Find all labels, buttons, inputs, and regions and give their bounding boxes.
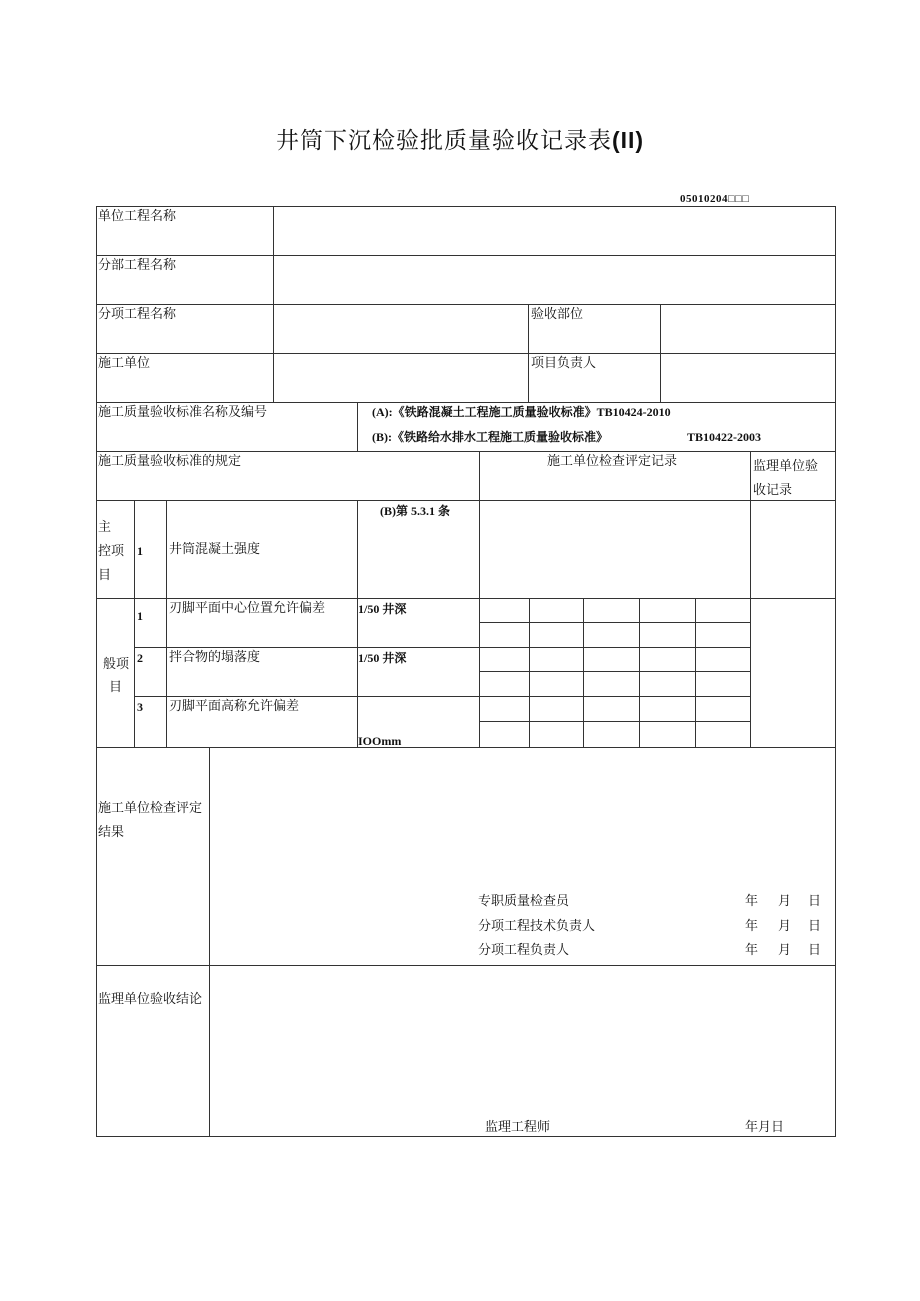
main-item-standard: (B)第 5.3.1 条 [380,504,450,518]
date-day-3: 日 [808,943,822,958]
date-year-2: 年 [745,919,759,934]
general-item-3-standard: IOOmm [358,734,402,748]
standard-label: 施工质量验收标准名称及编号 [98,405,268,420]
construction-unit-label: 施工单位 [98,356,151,371]
general-item-1-standard: 1/50 井深 [358,602,407,616]
signer-subitem-lead: 分项工程负责人 [478,943,570,958]
date-day-2: 日 [808,919,822,934]
main-item-name: 井筒混凝土强度 [169,542,261,557]
standard-b-code: TB10422-2003 [687,430,762,444]
supervision-engineer-label: 监理工程师 [485,1120,551,1135]
provisions-label: 施工质量验收标准的规定 [98,454,242,469]
date-month-1: 月 [778,894,792,909]
date-year-3: 年 [745,943,759,958]
subitem-project-label: 分项工程名称 [98,307,177,322]
project-manager-label: 项目负责人 [531,356,597,371]
date-year-1: 年 [745,894,759,909]
general-item-1-name: 刃脚平面中心位置允许偏差 [169,601,326,616]
unit-project-label: 单位工程名称 [98,209,177,224]
general-group-label-2: 目 [109,680,123,695]
general-item-1-no: 1 [137,609,143,623]
general-group-label-1: 般项 [103,657,130,672]
signer-technical-lead: 分项工程技术负责人 [478,919,596,934]
supervision-result-label: 监理单位验收结论 [98,992,203,1007]
supervision-record-label-1: 监理单位验 [753,459,819,474]
main-item-no: 1 [137,544,143,558]
main-control-group-label-3: 目 [98,568,112,583]
general-item-3-name: 刃脚平面高称允许偏差 [169,699,300,714]
main-control-group-label-2: 控项 [98,544,125,559]
title-main: 井筒下沉检验批质量验收记录表 [275,128,612,154]
document-title [0,122,920,155]
main-control-group-label-1: 主 [98,520,112,535]
general-item-2-no: 2 [137,651,143,665]
signer-quality-inspector: 专职质量检查员 [478,894,570,909]
standard-b: (B):《铁路给水排水工程施工质量验收标准》 [372,430,608,444]
title-suffix: (II) [611,127,645,153]
division-project-label: 分部工程名称 [98,258,177,273]
date-month-2: 月 [778,919,792,934]
date-month-3: 月 [778,943,792,958]
standard-a: (A):《铁路混凝土工程施工质量验收标准》TB10424-2010 [372,405,671,419]
construction-result-label-2: 结果 [98,825,125,840]
acceptance-part-label: 验收部位 [531,307,584,322]
general-item-2-standard: 1/50 井深 [358,651,407,665]
construction-record-label: 施工单位检查评定记录 [547,454,678,469]
construction-result-label-1: 施工单位检查评定 [98,801,203,816]
general-item-3-no: 3 [137,700,143,714]
form-code: 05010204□□□ [680,193,750,205]
date-day-1: 日 [808,894,822,909]
general-item-2-name: 拌合物的塌落度 [169,650,261,665]
supervision-record-label-2: 收记录 [753,483,793,498]
supervision-date: 年月日 [745,1120,785,1135]
